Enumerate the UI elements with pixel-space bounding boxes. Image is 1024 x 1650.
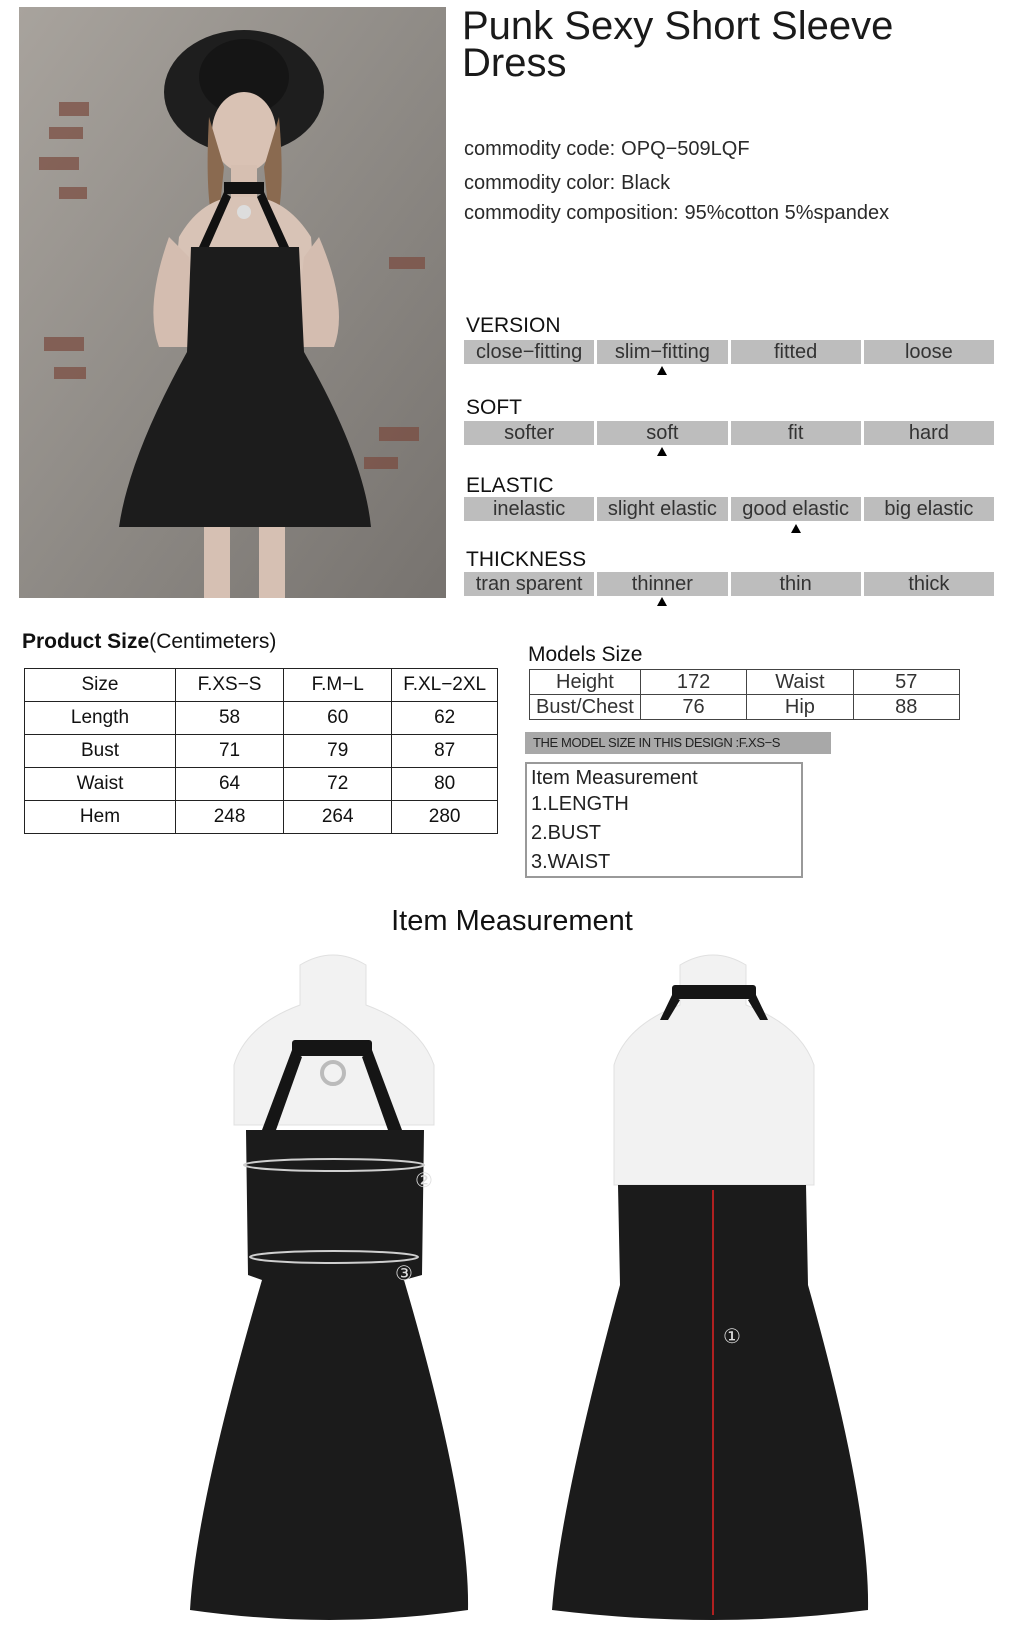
table-cell: 264 [284, 801, 392, 834]
attribute-elastic-scale [464, 497, 994, 521]
table-cell: 58 [175, 702, 283, 735]
table-cell: Hem [25, 801, 176, 834]
selected-marker-icon [657, 447, 667, 456]
product-size-table [24, 668, 498, 834]
selected-marker-icon [791, 524, 801, 533]
attribute-soft-label: SOFT [466, 396, 522, 419]
attribute-soft-scale [464, 421, 994, 445]
table-row [25, 801, 498, 834]
spec-commodity-composition [464, 202, 889, 225]
table-cell: Waist [747, 670, 853, 695]
scale-option: slim−fitting [597, 340, 727, 364]
attribute-thickness-label: THICKNESS [466, 548, 587, 571]
measurement-item: 1.LENGTH [531, 793, 629, 815]
table-cell: 64 [175, 768, 283, 801]
item-measurement-box [525, 762, 803, 878]
product-size-title: Product Size [22, 630, 150, 653]
attribute-thickness-scale [464, 572, 994, 596]
table-cell: 72 [284, 768, 392, 801]
table-row [25, 768, 498, 801]
measurement-item: 2.BUST [531, 822, 602, 844]
table-header-cell: F.XL−2XL [392, 669, 498, 702]
item-measurement-box-title: Item Measurement [531, 767, 698, 789]
table-cell: 62 [392, 702, 498, 735]
spec-value: 95%cotton 5%spandex [684, 202, 890, 224]
front-dress-figure [190, 955, 468, 1620]
length-marker: ① [723, 1324, 741, 1348]
scale-option: thin [731, 572, 861, 596]
scale-option: softer [464, 421, 594, 445]
table-cell: 248 [175, 801, 283, 834]
table-cell: 76 [640, 695, 746, 720]
attribute-version-scale [464, 340, 994, 364]
table-cell: Height [530, 670, 641, 695]
scale-option: hard [864, 421, 994, 445]
model-photo [19, 7, 446, 598]
table-header-cell: F.XS−S [175, 669, 283, 702]
table-row [25, 702, 498, 735]
product-title: Punk Sexy Short Sleeve Dress [462, 4, 894, 85]
table-cell: Hip [747, 695, 853, 720]
table-cell: Bust [25, 735, 176, 768]
table-header-cell: Size [25, 669, 176, 702]
table-cell: 88 [853, 695, 959, 720]
spec-value: Black [621, 172, 671, 194]
attribute-version-label: VERSION [466, 314, 561, 337]
scale-option: big elastic [864, 497, 994, 521]
models-size-heading: Models Size [528, 643, 643, 666]
bust-marker: ② [415, 1168, 433, 1192]
scale-option: thick [864, 572, 994, 596]
attribute-elastic-label: ELASTIC [466, 474, 554, 497]
table-row [530, 670, 960, 695]
table-cell: 71 [175, 735, 283, 768]
model-size-note: THE MODEL SIZE IN THIS DESIGN :F.XS−S [525, 732, 831, 754]
spec-value: OPQ−509LQF [621, 138, 750, 160]
table-cell: Waist [25, 768, 176, 801]
models-size-table [529, 669, 960, 720]
scale-option: good elastic [731, 497, 861, 521]
table-row [530, 695, 960, 720]
dress-measurement-illustration [0, 945, 1024, 1625]
table-cell: Bust/Chest [530, 695, 641, 720]
table-cell: Length [25, 702, 176, 735]
waist-marker: ③ [395, 1261, 413, 1285]
scale-option: inelastic [464, 497, 594, 521]
back-dress-figure [552, 955, 868, 1620]
table-header-row [25, 669, 498, 702]
spec-label: commodity composition: [464, 202, 679, 224]
scale-option: fit [731, 421, 861, 445]
scale-option: fitted [731, 340, 861, 364]
measurement-item: 3.WAIST [531, 851, 611, 873]
scale-option: close−fitting [464, 340, 594, 364]
selected-marker-icon [657, 366, 667, 375]
table-cell: 280 [392, 801, 498, 834]
table-cell: 79 [284, 735, 392, 768]
product-size-heading [22, 630, 276, 654]
table-cell: 57 [853, 670, 959, 695]
table-cell: 60 [284, 702, 392, 735]
spec-commodity-color [464, 172, 670, 195]
selected-marker-icon [657, 597, 667, 606]
table-header-cell: F.M−L [284, 669, 392, 702]
scale-option: thinner [597, 572, 727, 596]
scale-option: tran sparent [464, 572, 594, 596]
spec-label: commodity code: [464, 138, 616, 160]
scale-option: soft [597, 421, 727, 445]
table-cell: 80 [392, 768, 498, 801]
scale-option: loose [864, 340, 994, 364]
product-size-unit: (Centimeters) [149, 630, 277, 653]
table-cell: 172 [640, 670, 746, 695]
spec-commodity-code [464, 138, 750, 161]
table-row [25, 735, 498, 768]
scale-option: slight elastic [597, 497, 727, 521]
item-measurement-title: Item Measurement [391, 905, 633, 937]
table-cell: 87 [392, 735, 498, 768]
spec-label: commodity color: [464, 172, 616, 194]
